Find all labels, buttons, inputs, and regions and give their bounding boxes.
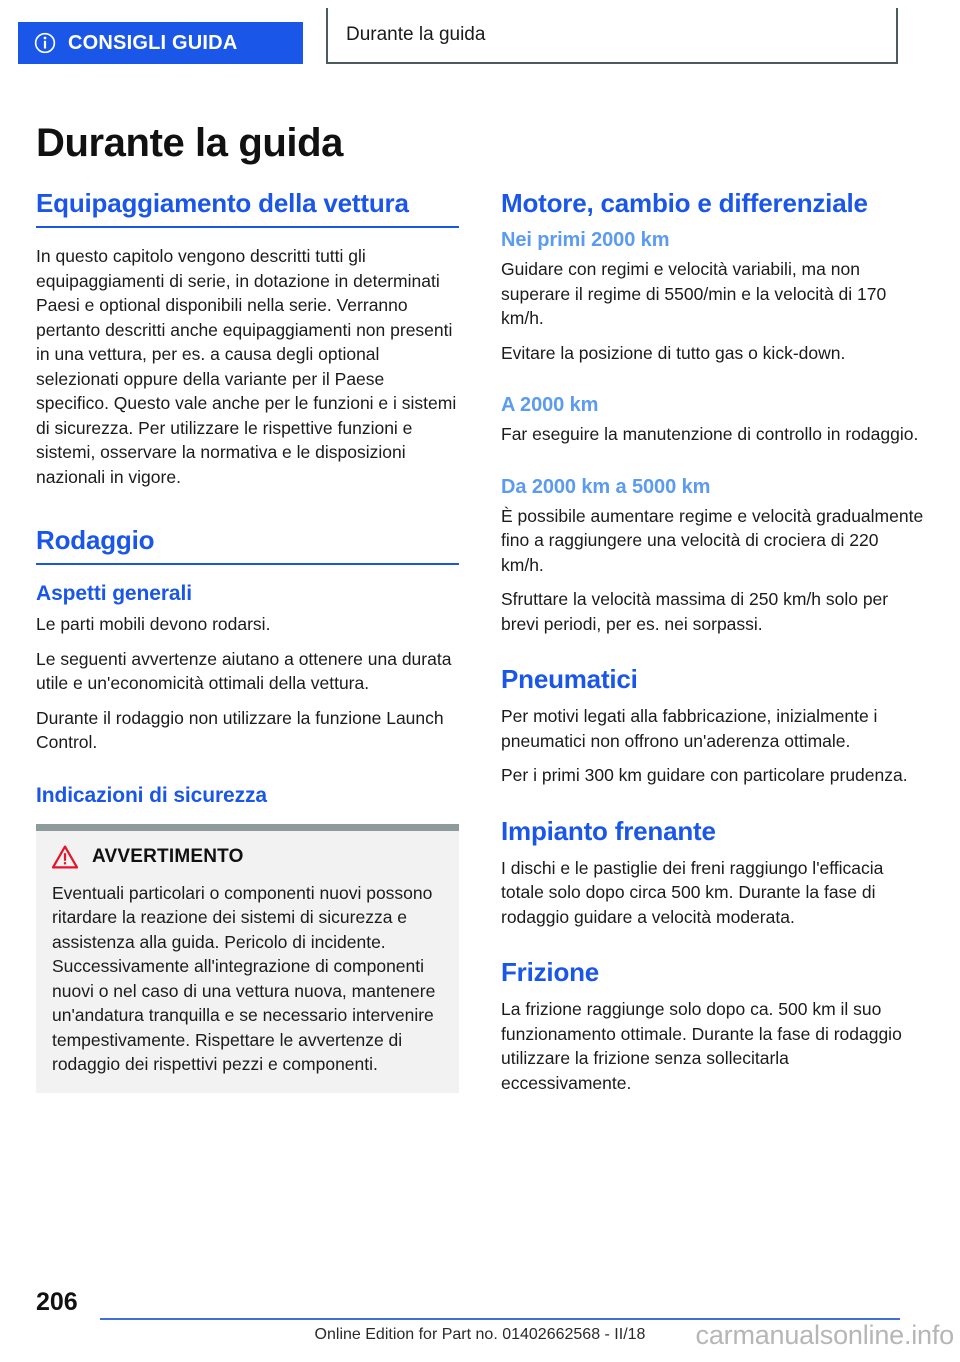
paragraph-nei-primi-1: Guidare con regimi e velocità variabili, ma non superare il regime di 5500/min e la velocità di 170 km/h.: [501, 259, 887, 328]
heading-da-2000-a-5000-km: Da 2000 km a 5000 km: [501, 475, 711, 498]
paragraph-a-2000-1: Far eseguire la manutenzione di controllo in rodaggio.: [501, 424, 919, 444]
warning-header: [52, 845, 443, 869]
breadcrumb-section-tab[interactable]: [326, 8, 898, 64]
page-header: [18, 8, 898, 64]
paragraph-pneumatici-2: Per i primi 300 km guidare con particolare prudenza.: [501, 765, 908, 785]
paragraph-frizione-1: La frizione raggiunge solo dopo ca. 500 km il suo funzionamento ottimale. Durante la fase di rodaggio utilizzare la frizione senza sollecitarla eccessivamente.: [501, 999, 902, 1093]
heading-equipaggiamento: Equipaggiamento della vettura: [36, 188, 409, 218]
heading-rule: [36, 563, 459, 565]
heading-aspetti-generali: Aspetti generali: [36, 582, 192, 605]
heading-a-2000-km: A 2000 km: [501, 394, 599, 416]
heading-rodaggio: Rodaggio: [36, 525, 155, 555]
paragraph-da-2000-1: È possibile aumentare regime e velocità gradualmente fino a raggiungere una velocità di crociera di 220 km/h.: [501, 505, 924, 575]
warning-title: AVVERTIMENTO: [92, 845, 244, 867]
content-columns: [36, 188, 924, 1105]
site-watermark: carmanualsonline.info: [695, 1320, 954, 1350]
heading-impianto-frenante: Impianto frenante: [501, 815, 716, 846]
paragraph-aspetti-1: Le parti mobili devono rodarsi.: [36, 614, 271, 634]
breadcrumb-chapter-tab[interactable]: [18, 22, 303, 64]
info-circle-icon: [34, 32, 56, 54]
paragraph-impianto-frenante-1: I dischi e le pastiglie dei freni raggiungo l'efficacia totale solo dopo circa 500 km. Durante la fase di rodaggio guidare a velocità moderata.: [501, 857, 884, 927]
heading-nei-primi-2000-km: Nei primi 2000 km: [501, 229, 670, 251]
section-spacer: [501, 375, 924, 393]
right-column: [501, 188, 924, 1105]
section-spacer: [36, 814, 459, 824]
section-spacer: [501, 694, 924, 704]
paragraph-aspetti-3: Durante il rodaggio non utilizzare la funzione Launch Control.: [36, 707, 444, 752]
section-spacer: [501, 218, 924, 228]
paragraph-equipaggiamento-1: In questo capitolo vengono descritti tutti gli equipaggiamenti di serie, in dotazione in determinati Paesi e optional disponibili nella serie. Verranno pertanto descritti anche equipaggiamenti non presenti in una vettura, per es. a causa degli optional selezionati oppure della variante per il Paese specifico. Questo vale anche per le funzioni e i sistemi di sicurezza. Per utilizzare le rispettive funzioni e sistemi, osservare la normativa e le disposizioni nazionali in vigore.: [36, 246, 457, 487]
section-spacer: [501, 457, 924, 475]
section-spacer: [36, 499, 459, 525]
heading-rule: [36, 226, 459, 228]
page-number: 206: [36, 1288, 78, 1316]
breadcrumb-chapter-label: CONSIGLI GUIDA: [68, 31, 238, 54]
section-spacer: [501, 987, 924, 997]
section-spacer: [501, 798, 924, 816]
section-spacer: [501, 939, 924, 957]
section-spacer: [36, 765, 459, 783]
breadcrumb-section-label: Durante la guida: [346, 24, 486, 45]
paragraph-pneumatici-1: Per motivi legati alla fabbricazione, inizialmente i pneumatici non offrono un'aderenza ottimale.: [501, 706, 878, 751]
heading-frizione: Frizione: [501, 957, 600, 987]
paragraph-aspetti-2: Le seguenti avvertenze aiutano a ottenere una durata utile e un'economicità ottimali della vettura.: [36, 648, 452, 693]
warning-text: Eventuali particolari o componenti nuovi possono ritardare la reazione dei sistemi di sicurezza e assistenza alla guida. Pericolo di incidente. Successivamente all'integrazione di componenti nuovi o nel caso di una vettura nuova, mantenere un'andatura tranquilla e se necessario intervenire tempestivamente. Rispettare le avvertenze di rodaggio dei rispettivi pezzi e componenti.: [52, 882, 436, 1074]
page-title: Durante la guida: [36, 120, 343, 165]
section-spacer: [501, 646, 924, 664]
page-footer: [0, 1270, 960, 1362]
warning-box: [36, 824, 459, 1093]
section-spacer: [501, 846, 924, 856]
heading-indicazioni-sicurezza: Indicazioni di sicurezza: [36, 783, 267, 807]
warning-triangle-icon: [52, 845, 78, 869]
heading-pneumatici: Pneumatici: [501, 664, 638, 694]
heading-motore-cambio-differenziale: Motore, cambio e differenziale: [501, 188, 868, 218]
left-column: [36, 188, 459, 1105]
paragraph-nei-primi-2: Evitare la posizione di tutto gas o kick-down.: [501, 342, 846, 363]
footer-edition-text: Online Edition for Part no. 01402662568 - II/18: [314, 1326, 646, 1343]
paragraph-da-2000-2: Sfruttare la velocità massima di 250 km/h solo per brevi periodi, per es. nei sorpassi.: [501, 589, 889, 634]
